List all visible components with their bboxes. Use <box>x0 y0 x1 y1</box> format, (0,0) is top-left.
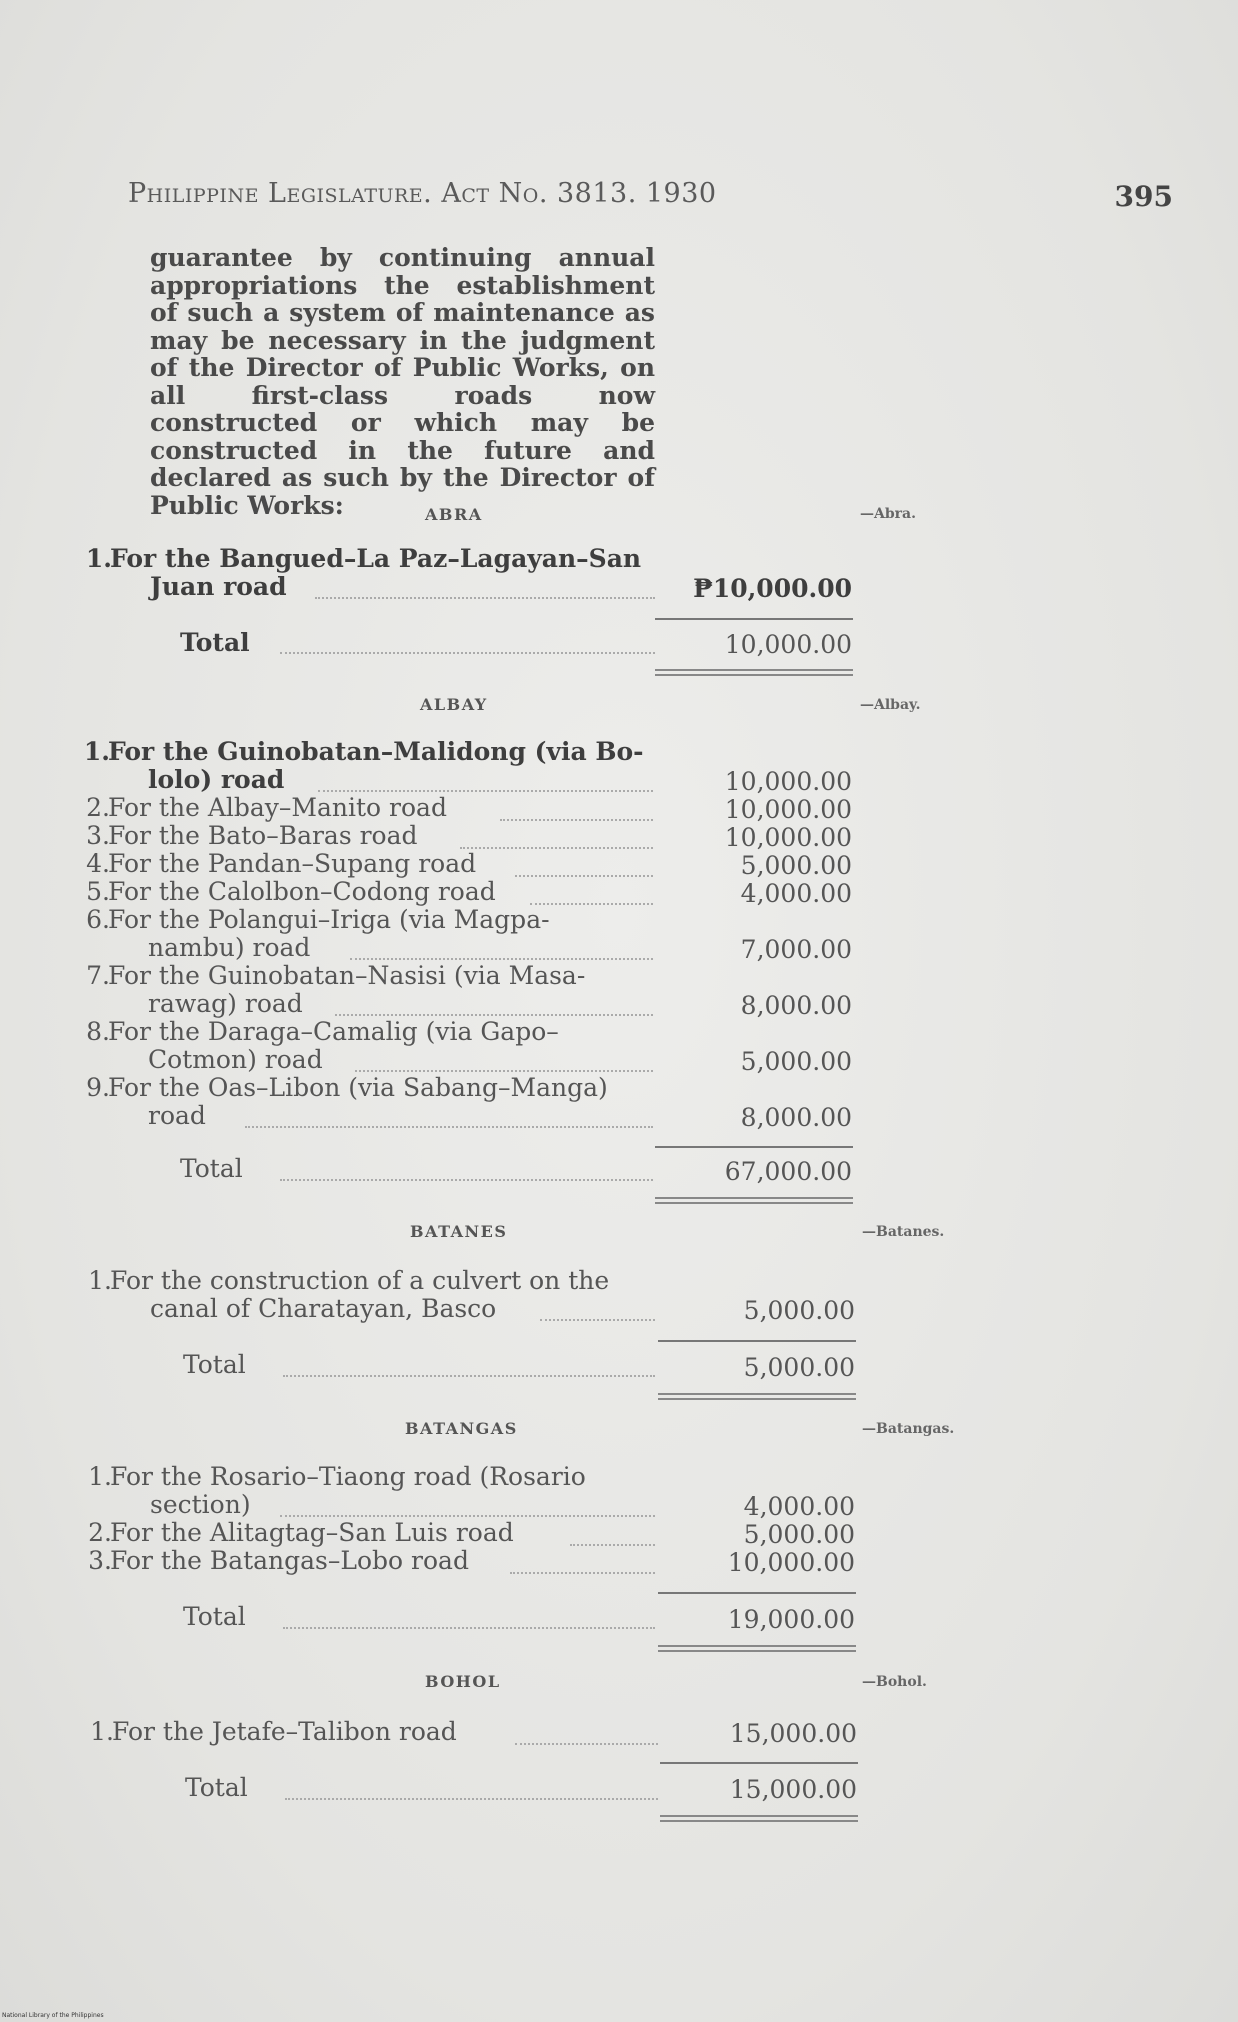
running-head: Philippine Legislature. Act No. 3813. 1930 <box>128 178 717 209</box>
sum-rule <box>655 618 853 620</box>
line-item <box>70 1018 660 1074</box>
leader-dots <box>515 873 653 877</box>
item-number: 3. <box>88 1546 112 1575</box>
item-amount: 5,000.00 <box>740 1047 852 1076</box>
item-amount: 15,000.00 <box>729 1719 857 1748</box>
leader-dots <box>515 1741 658 1745</box>
double-rule <box>655 1197 853 1204</box>
line-item <box>72 545 662 601</box>
leader-dots <box>280 650 655 654</box>
item-text-line1: For the Alitagtag–San Luis road <box>110 1518 514 1547</box>
line-item <box>70 962 660 1018</box>
line-item <box>70 1074 660 1130</box>
total-label: Total <box>185 1773 248 1802</box>
item-text-line1: For the Bangued–La Paz–Lagayan–San <box>110 544 642 573</box>
intro-paragraph: guarantee by continuing annual appropriations the establishment of such a system of maintenance as may be necessary in the judgment of the Director of Public Works, on all first-class roads now constructed or which may be constructed in the future and declared as such by the Director of Public Works: <box>150 243 655 520</box>
item-text-line1: For the Pandan–Supang road <box>108 849 477 878</box>
sum-rule <box>655 1146 853 1148</box>
double-rule <box>660 1815 858 1822</box>
total-amount: 15,000.00 <box>729 1775 857 1804</box>
total-label: Total <box>183 1350 246 1379</box>
margin-note: —Batangas. <box>862 1421 955 1437</box>
item-number: 6. <box>86 905 110 934</box>
item-amount: ₱10,000.00 <box>693 574 852 603</box>
item-number: 4. <box>86 849 110 878</box>
double-rule <box>658 1645 856 1652</box>
item-number: 2. <box>88 1518 112 1547</box>
item-text-line2: Cotmon) road <box>148 1045 323 1074</box>
item-text-line1: For the Bato–Baras road <box>108 821 418 850</box>
leader-dots <box>570 1542 655 1546</box>
section-heading: BOHOL <box>425 1672 501 1691</box>
item-amount: 5,000.00 <box>743 1520 855 1549</box>
leader-dots <box>280 1177 653 1181</box>
item-amount: 4,000.00 <box>743 1492 855 1521</box>
item-text-line2: canal of Charatayan, Basco <box>150 1294 497 1323</box>
section-heading: ALBAY <box>420 695 488 714</box>
item-number: 9. <box>86 1073 110 1102</box>
leader-dots <box>540 1317 655 1321</box>
leader-dots <box>460 845 653 849</box>
item-text-line2: section) <box>150 1490 251 1519</box>
item-text-line1: For the Albay–Manito road <box>108 793 447 822</box>
item-amount: 7,000.00 <box>740 935 852 964</box>
item-number: 1. <box>83 737 110 766</box>
footer-credit: National Library of the Philippines <box>2 2012 104 2019</box>
item-number: 3. <box>86 821 110 850</box>
leader-dots <box>355 1068 653 1072</box>
total-label: Total <box>180 1154 243 1183</box>
leader-dots <box>283 1373 655 1377</box>
section-heading: BATANGAS <box>405 1419 518 1438</box>
item-amount: 5,000.00 <box>740 851 852 880</box>
item-number: 1. <box>88 1266 112 1295</box>
leader-dots <box>315 595 655 599</box>
item-number: 2. <box>86 793 110 822</box>
leader-dots <box>285 1796 658 1800</box>
item-number: 1. <box>90 1717 114 1746</box>
total-amount: 10,000.00 <box>724 630 852 659</box>
leader-dots <box>510 1570 655 1574</box>
double-rule <box>655 669 853 676</box>
leader-dots <box>350 956 653 960</box>
margin-note: —Albay. <box>860 697 921 713</box>
item-text-line1: For the Polangui–Iriga (via Magpa- <box>108 905 550 934</box>
item-number: 5. <box>86 877 110 906</box>
line-item <box>72 1463 672 1519</box>
section-heading: ABRA <box>425 505 483 524</box>
section-heading: BATANES <box>410 1222 508 1241</box>
margin-note: —Abra. <box>860 506 916 522</box>
item-text-line1: For the Daraga–Camalig (via Gapo– <box>108 1017 559 1046</box>
total-label: Total <box>183 1602 246 1631</box>
total-amount: 19,000.00 <box>727 1605 855 1634</box>
line-item <box>70 738 660 794</box>
item-text-line1: For the Guinobatan–Malidong (via Bo- <box>108 737 644 766</box>
item-amount: 4,000.00 <box>740 879 852 908</box>
page-header <box>128 178 1173 222</box>
item-number: 1. <box>88 1462 112 1491</box>
item-text-line1: For the Batangas–Lobo road <box>110 1546 469 1575</box>
item-amount: 10,000.00 <box>724 795 852 824</box>
sum-rule <box>658 1340 856 1342</box>
leader-dots <box>335 1012 653 1016</box>
total-label: Total <box>180 628 250 657</box>
total-amount: 5,000.00 <box>743 1353 855 1382</box>
leader-dots <box>283 1625 655 1629</box>
item-text-line1: For the Jetafe–Talibon road <box>112 1717 457 1746</box>
line-item <box>72 1267 672 1323</box>
leader-dots <box>500 817 653 821</box>
item-text-line2: lolo) road <box>148 765 285 794</box>
line-item <box>70 906 660 962</box>
item-text-line2: Juan road <box>150 572 287 601</box>
margin-note: —Bohol. <box>862 1674 927 1690</box>
page-number: 395 <box>1114 180 1173 213</box>
item-amount: 10,000.00 <box>724 823 852 852</box>
sum-rule <box>660 1762 858 1764</box>
leader-dots <box>245 1124 653 1128</box>
sum-rule <box>658 1592 856 1594</box>
item-amount: 5,000.00 <box>743 1296 855 1325</box>
item-text-line1: For the Calolbon–Codong road <box>108 877 496 906</box>
item-text-line2: rawag) road <box>148 989 303 1018</box>
item-amount: 10,000.00 <box>724 767 852 796</box>
total-amount: 67,000.00 <box>724 1157 852 1186</box>
item-text-line1: For the Rosario–Tiaong road (Rosario <box>110 1462 586 1491</box>
item-number: 7. <box>86 961 110 990</box>
item-amount: 8,000.00 <box>740 991 852 1020</box>
margin-note: —Batanes. <box>862 1224 945 1240</box>
item-number: 1. <box>85 544 112 573</box>
item-text-line1: For the construction of a culvert on the <box>110 1266 610 1295</box>
item-text-line2: nambu) road <box>148 933 311 962</box>
leader-dots <box>318 788 653 792</box>
item-text-line1: For the Oas–Libon (via Sabang–Manga) <box>108 1073 608 1102</box>
item-text-line2: road <box>148 1101 206 1130</box>
double-rule <box>658 1393 856 1400</box>
item-amount: 8,000.00 <box>740 1103 852 1132</box>
item-number: 8. <box>86 1017 110 1046</box>
leader-dots <box>280 1513 655 1517</box>
item-amount: 10,000.00 <box>727 1548 855 1577</box>
item-text-line1: For the Guinobatan–Nasisi (via Masa- <box>108 961 586 990</box>
